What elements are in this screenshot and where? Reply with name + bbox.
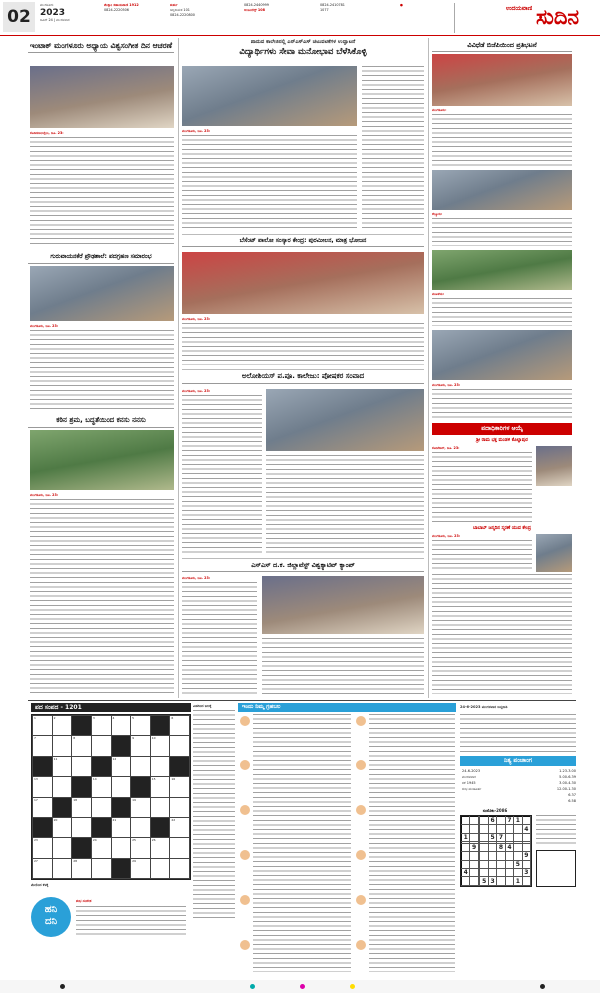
sudoku-cell: 4: [462, 869, 470, 877]
panchang-day: ಮಂಗಳವಾರ: [462, 775, 477, 779]
contact-number-1: 0824-2220506: [104, 8, 129, 12]
left-story2-title: ಗುರುವಾಯನಕೆರೆ ಪ್ರೌಢಶಾಲೆ: ಪದಗ್ರಹಣ ಸಮಾರಂಭ: [28, 252, 174, 264]
center-story4-title: ಎಸ್ಎಸ್ ದ.ಕ. ಜಿಲ್ಲಾವೆಸ್ಟ್ ವಿಶ್ವಕ್ಯಾಟಿವ್ ಕ್ಯಾಂಪ್: [182, 560, 424, 572]
contact-number-2: 0824-2220800: [170, 13, 195, 17]
cyan-mark: [250, 984, 255, 989]
sudoku-cell: 6: [488, 817, 496, 825]
contact-number-5: 1077: [320, 8, 329, 12]
sudoku-cell: [488, 825, 496, 833]
panchang-title: ನಿತ್ಯ ಪಂಚಾಂಗ: [460, 756, 576, 766]
horoscope-note: 24-6-2023 ಮಂಗಳವಾರ ಜನ್ಮರಾಶಿ: [460, 705, 508, 709]
horoscope-note-body: [460, 714, 576, 754]
sudoku-cell: [480, 860, 488, 868]
horoscope-body-a: [253, 714, 351, 972]
libra-icon: [356, 716, 366, 726]
crossword-clues: [193, 710, 235, 920]
aries-icon: [240, 716, 250, 726]
scorpio-icon: [356, 760, 366, 770]
right-story1: [432, 40, 572, 52]
right-sub1-lead: [432, 446, 532, 451]
sudoku-cell: [470, 817, 478, 825]
center-story4-lead: [182, 576, 257, 581]
lead-text: ಮಂಗಳೂರು, ಜೂ. 23:: [182, 317, 211, 321]
right-sub2-title: ಬಾಬಾಬ್ ಜನ್ಮದಿನ ಸ್ಮರಣೆ ಯುವ ಕೇಂದ್ರ: [472, 526, 532, 531]
sudoku-cell: [497, 877, 505, 886]
sudoku-cell: [522, 817, 530, 825]
time-5: 6.37: [568, 793, 576, 797]
photo-group: [432, 330, 572, 380]
clues-down-label: ಮೇಲಿಂದ ಕೆಳಕ್ಕೆ: [31, 883, 49, 887]
hanidani-badge: [31, 897, 71, 937]
left-story3-body: [30, 499, 174, 695]
horoscope-title: ಇಂದು ನಿಮ್ಮ ಗ್ರಹಬಲ: [238, 703, 456, 712]
lead-text: ಕೆಲ್ಯೂರು:: [432, 212, 443, 216]
center-story3-title: ಅಲೋಶಿಯಸ್ ಪ.ಪೂ. ಕಾಲೇಜು: ಪೋಷಕರ ಸಂವಾದ: [182, 371, 424, 384]
sudoku-cell: [488, 843, 496, 851]
center-main: [182, 40, 424, 60]
sudoku-grid: [460, 815, 532, 887]
lead-text: ಮಂಗಳೂರು, ಜೂ. 23:: [182, 129, 211, 133]
left-story2-body: [30, 330, 174, 410]
center-main-title: ವಿದ್ಯಾರ್ಥಿಗಳು ಸೇವಾ ಮನೋಭಾವ ಬೆಳೆಸಿಕೊಳ್ಳಿ: [239, 47, 367, 57]
center-story3-lead: [182, 389, 262, 394]
left-story3-title: ಕಠಿನ ಶ್ರಮ, ಬದ್ಧತೆಯಿಂದ ಕನಸು ನನಸು: [28, 415, 174, 428]
right-story1-lead: [432, 108, 572, 113]
photo-camp: [262, 576, 424, 634]
aquarius-icon: [356, 895, 366, 905]
sudoku-cell: [514, 825, 522, 833]
sudoku-cell: [462, 877, 470, 886]
left-story2-lead: [30, 324, 174, 329]
right-story2-lead: [432, 212, 572, 217]
panchang-left: [462, 768, 516, 792]
center-story2-title: ಬೆಸೆಂಟ್ ಪಾಲೋ ಸಂಸ್ಕಾರ ಕೇಂದ್ರ: ಪುರಮೀಲನ, ಮಾತ್ರ ಭೋಜನ: [182, 237, 424, 247]
horoscope-body-b: [369, 714, 455, 972]
center-story3-body-b: [266, 455, 424, 555]
sudoku-cell: [497, 869, 505, 877]
right-story1-body: [432, 114, 572, 166]
leo-icon: [240, 895, 250, 905]
sudoku-cell: [470, 833, 478, 841]
sudoku-cell: [505, 860, 513, 868]
brand-title: ಸುದಿನ: [536, 4, 580, 29]
contact-3: [244, 3, 304, 33]
center-story4-body-a: [182, 582, 257, 694]
hanidani-body: [76, 906, 186, 936]
sudoku-cell: [522, 860, 530, 868]
yellow-mark: [350, 984, 355, 989]
time-3: 3.00-4.30: [559, 781, 576, 785]
edition-label: ಮಂಗಳೂರು: [40, 3, 54, 7]
time-6: 6.58: [568, 799, 576, 803]
sudoku-cell: [505, 877, 513, 886]
lead-text: ಮಂಗಳೂರು, ಜೂ. 23:: [182, 576, 211, 580]
crossword-grid: 1 2 3 4 5 6 7 8 9 10 11 12 13 14 15 16 17 18 19 20 21 22 23 24 25 26 27 28 29: [31, 714, 191, 880]
center-story4: [182, 560, 424, 572]
left-story1-title: ಇಂಟಾಕ್ ಮಂಗಳೂರು ಅಧ್ಯಾಯ ವಿಶ್ವಸಂಗೀತ ದಿನ ಆಚರಣೆ: [28, 40, 174, 53]
panchang-shaka: ಶಕೆ 1945: [462, 781, 476, 785]
center-story2-lead: [182, 317, 424, 322]
sudoku-cell: [480, 825, 488, 833]
sudoku-cell: 1: [462, 833, 470, 841]
left-story3-lead: [30, 493, 174, 498]
contact-5: ●: [400, 3, 455, 33]
contact-ambulance: ಆಂಬುಲೆನ್ಸ್ 108: [244, 8, 266, 12]
lead-text: ಕೊಡಿಯಾಲಬೈಲು, ಜೂ. 23:: [30, 131, 64, 135]
left-story2: [28, 252, 174, 264]
sudoku-cell: [470, 825, 478, 833]
sudoku-cell: 5: [514, 860, 522, 868]
sudoku-cell: [480, 869, 488, 877]
contact-2: [170, 3, 225, 33]
cancer-icon: [240, 850, 250, 860]
lead-text: ಮಂಗಳೂರು, ಜೂ. 23:: [432, 534, 461, 538]
sudoku-cell: [497, 852, 505, 860]
panchang-date: 24-6-2023: [462, 769, 481, 773]
photo-protest-3: [432, 250, 572, 290]
sudoku-cell: 8: [497, 843, 505, 851]
left-story1-lead: [30, 131, 174, 136]
center-kicker: ಪಾದುವ ಕಾಲೇಜಿನಲ್ಲಿ ಎನ್ಎಸ್ಎಸ್ ಚಟುವಟಿಕೆಗಳ ಉದ್ಘಾಟನೆ: [250, 39, 356, 45]
emergency-label: ತುರ್ತು: [170, 3, 178, 7]
sudoku-cell: [488, 869, 496, 877]
registration-mark: [60, 984, 65, 989]
sudoku-cell: 3: [488, 877, 496, 886]
contact-mescom: ಮೆಸ್ಕಾಂ ಸಹಾಯವಾಣಿ 1912: [104, 3, 139, 7]
capricorn-icon: [356, 850, 366, 860]
left-story1-body: [30, 137, 174, 247]
sudoku-cell: 4: [522, 825, 530, 833]
right-sub2-body: [432, 540, 532, 570]
right-story4-lead: [432, 383, 572, 388]
sudoku-answer-grid: [536, 850, 576, 887]
photo-protest-2: [432, 170, 572, 210]
time-4: 12.00-1.30: [556, 787, 576, 791]
hanidani-bottom: ದನಿ: [44, 916, 58, 927]
right-story1-title: ವಿವಿಧೆಡೆ ಬಿಜೆಪಿಯಿಂದ ಪ್ರತಿಭಟನೆ: [432, 40, 572, 52]
sudoku-cell: 4: [505, 843, 513, 851]
right-sub2-body-b: [432, 574, 572, 694]
sudoku-cell: [470, 869, 478, 877]
left-story3: [28, 415, 174, 428]
sudoku-cell: 1: [514, 817, 522, 825]
sudoku-cell: 7: [505, 817, 513, 825]
edition-box: [40, 3, 100, 33]
sudoku-cell: 3: [522, 869, 530, 877]
clues-across-label: ಎಡದಿಂದ ಬಲಕ್ಕೆ: [193, 704, 212, 708]
lead-text: ಮಹಿಳೆಯ:: [432, 292, 445, 296]
sudoku-cell: [522, 843, 530, 851]
photo-portrait-2: [536, 534, 572, 572]
magenta-mark: [300, 984, 305, 989]
brand-logo: [506, 2, 594, 34]
sudoku-cell: [522, 833, 530, 841]
hanidani-top: ಹನಿ: [44, 904, 58, 915]
right-sub1-body: [432, 452, 532, 522]
lead-text: ಮಂಗಳೂರು, ಜೂ. 23:: [432, 383, 461, 387]
sudoku-cell: [497, 860, 505, 868]
photo-parents-meet: [266, 389, 424, 451]
sudoku-cell: [505, 825, 513, 833]
sudoku-cell: 9: [522, 852, 530, 860]
right-sub2-lead: [432, 534, 532, 539]
left-column: [28, 40, 174, 53]
right-story4-body: [432, 389, 572, 419]
center-story2-body: [182, 323, 424, 365]
edition-year: 2023: [40, 8, 66, 18]
right-sub1-title: ಶ್ರೀ ರಾಮ ಭಕ್ತ ಮಂಡಳಿ ಕೊಲ್ಲಾಪುರ: [476, 438, 528, 443]
hanidani-note: ಶುಭ ಸಂದೇಶ: [76, 899, 92, 903]
sudoku-cell: 9: [470, 843, 478, 851]
right-story3-lead: [432, 292, 572, 297]
photo-music-day: [30, 66, 174, 128]
sudoku-cell: [497, 817, 505, 825]
photo-portrait-1: [536, 446, 572, 486]
lead-text: ಕೋಟೆಕಾರ್, ಜೂ. 23:: [432, 446, 460, 450]
sudoku-cell: [470, 860, 478, 868]
sagittarius-icon: [356, 805, 366, 815]
sudoku-cell: 5: [488, 833, 496, 841]
sudoku-cell: [505, 852, 513, 860]
panchang-times: [520, 768, 576, 804]
sudoku-cell: [480, 843, 488, 851]
registration-mark-2: [540, 984, 545, 989]
sudoku-cell: [462, 843, 470, 851]
contact-fire: ಅಗ್ನಿಶಾಮಕ 101: [170, 8, 190, 12]
gemini-icon: [240, 805, 250, 815]
sudoku-cell: [514, 833, 522, 841]
center-main-body-a: [182, 135, 357, 230]
center-story3: [182, 371, 424, 384]
sudoku-cell: [488, 852, 496, 860]
photo-protest-1: [432, 54, 572, 106]
sudoku-cell: [462, 852, 470, 860]
contact-4: [320, 3, 380, 33]
panchang-muhurta: ಶುಭ ಮುಹೂರ್ತ: [462, 787, 482, 791]
edition-date: ಜೂನ್ 24 | ಮಂಗಳವಾರ: [40, 18, 70, 22]
sudoku-cell: [462, 825, 470, 833]
lead-text: ಮಂಗಳೂರು, ಜೂ. 23:: [30, 493, 59, 497]
center-story3-body-a: [182, 395, 262, 555]
page-number: 02: [3, 2, 35, 32]
sudoku-cell: [462, 817, 470, 825]
sudoku-cell: [462, 860, 470, 868]
contact-number-3: 0824-2440999: [244, 3, 269, 7]
center-main-body-b: [362, 66, 424, 230]
sudoku-cell: [514, 852, 522, 860]
lead-text: ಮಂಗಳೂರು, ಜೂ. 23:: [182, 389, 211, 393]
center-main-lead: [182, 129, 357, 134]
sudoku-cell: [480, 852, 488, 860]
sudoku-cell: [522, 877, 530, 886]
sudoku-cell: 5: [480, 877, 488, 886]
contact-1: [104, 3, 159, 33]
taurus-icon: [240, 760, 250, 770]
sudoku-cell: [514, 869, 522, 877]
officebearers-bar: ಪದಾಧಿಕಾರಿಗಳ ಆಯ್ಕೆ: [432, 423, 572, 435]
time-2: 5.00-6.39: [559, 775, 576, 779]
pisces-icon: [356, 940, 366, 950]
sudoku-cell: [470, 877, 478, 886]
right-story3-body: [432, 298, 572, 326]
right-story2-body: [432, 218, 572, 246]
sudoku-cell: [505, 869, 513, 877]
brand-small: ಉದಯವಾಣಿ: [506, 5, 533, 12]
photo-cultural-event: [182, 252, 424, 314]
photo-installation: [30, 266, 174, 321]
center-story2: [182, 237, 424, 247]
masthead: [0, 0, 600, 36]
lead-text: ಮಂಗಳೂರು:: [432, 108, 447, 112]
time-1: 1.23-3.00: [559, 769, 576, 773]
sudoku-cell: [514, 843, 522, 851]
sudoku-title: ಸುಡೊಕು-2086: [482, 808, 508, 813]
photo-nss: [182, 66, 357, 126]
sudoku-cell: 1: [514, 877, 522, 886]
sudoku-cell: [480, 833, 488, 841]
sudoku-rules: [536, 815, 576, 845]
sudoku-cell: 7: [497, 833, 505, 841]
sudoku-cell: [497, 825, 505, 833]
contact-number-4: 0824-2410781: [320, 3, 345, 7]
sudoku-cell: [505, 833, 513, 841]
virgo-icon: [240, 940, 250, 950]
lead-text: ಮಂಗಳೂರು, ಜೂ. 23:: [30, 324, 59, 328]
crossword-title: ಪದ ಸಂಪದ - 1201: [31, 703, 191, 712]
center-story4-body-b: [262, 638, 424, 694]
photo-felicitation: [30, 430, 174, 490]
sudoku-cell: [488, 860, 496, 868]
sudoku-cell: [480, 817, 488, 825]
sudoku-cell: [470, 852, 478, 860]
